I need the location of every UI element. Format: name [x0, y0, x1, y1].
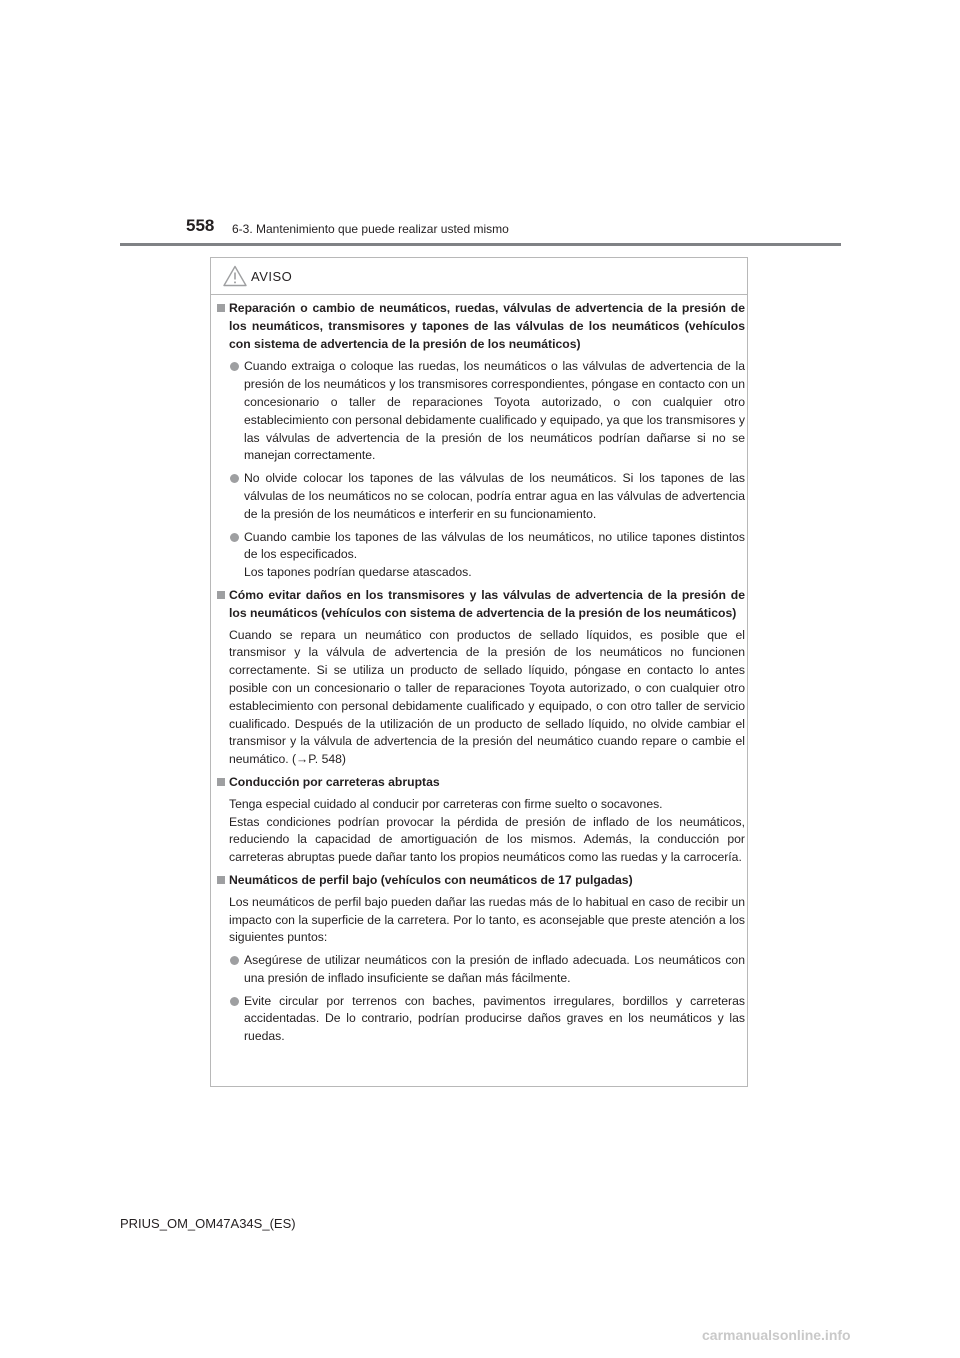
circle-bullet-icon	[230, 956, 239, 965]
circle-bullet-icon	[230, 474, 239, 483]
page-number: 558	[186, 216, 215, 235]
warning-paragraph-text: Tenga especial cuidado al conducir por carreteras con firme suelto o socavones. Estas condiciones podrían provocar la pérdida de presión de inflado de los neumáticos, reduciendo la capacidad de amortiguación de los mismos. Además, la conducción por carreteras abruptas puede dañar tanto los propios neumáticos como las ruedas y la carrocería.	[229, 796, 745, 865]
document-code: PRIUS_OM_OM47A34S_(ES)	[120, 1216, 296, 1231]
warning-box	[210, 257, 748, 1087]
warning-heading	[217, 587, 745, 623]
warning-bullet-text: No olvide colocar los tapones de las válvulas de los neumáticos. Si los tapones de las válvulas de los neumáticos no se colocan, podría entrar agua en las válvulas de advertencia de la presión de los neumáticos e interferir en su funcionamiento.	[244, 471, 745, 521]
warning-paragraph-text: Cuando se repara un neumático con productos de sellado líquidos, es posible que el transmisor y la válvula de advertencia de la presión de los neumáticos no funcionen correctamente. Si se utiliza un producto de sellado líquido, póngase en contacto lo antes posible con un concesionario o taller de reparaciones Toyota autorizado, o con cualquier otro establecimiento con personal debidamente cualificado y equipado, o con otro taller de servicio cualificado. Después de la utilización de un producto de sellado líquido, no olvide cambiar el transmisor y la válvula de advertencia de la presión del neumático cuando repare o cambie el neumático. (→P. 548)	[229, 627, 745, 767]
warning-heading	[217, 300, 745, 353]
circle-bullet-icon	[230, 362, 239, 371]
square-bullet-icon	[217, 778, 225, 786]
warning-bullet-text: Asegúrese de utilizar neumáticos con la presión de inflado adecuada. Los neumáticos con una presión de inflado insuficiente se dañan más fácilmente.	[244, 953, 745, 985]
warning-content	[217, 300, 745, 1046]
warning-paragraph	[217, 796, 745, 867]
square-bullet-icon	[217, 876, 225, 884]
warning-bullet-item	[217, 952, 745, 988]
square-bullet-icon	[217, 591, 225, 599]
warning-paragraph	[217, 894, 745, 947]
warning-triangle-icon	[223, 265, 247, 287]
section-title: 6-3. Mantenimiento que puede realizar usted mismo	[232, 222, 509, 236]
warning-heading-text: Neumáticos de perfil bajo (vehículos con neumáticos de 17 pulgadas)	[229, 872, 633, 887]
warning-heading-text: Reparación o cambio de neumáticos, ruedas, válvulas de advertencia de la presión de los neumáticos, transmisores y tapones de las válvulas de los neumáticos (vehículos con sistema de advertencia de la presión de los neumáticos)	[229, 301, 745, 351]
warning-bullet-text: Evite circular por terrenos con baches, pavimentos irregulares, bordillos y carreteras accidentadas. De lo contrario, podrían producirse daños graves en los neumáticos y las ruedas.	[244, 993, 745, 1044]
warning-heading	[217, 774, 745, 792]
warning-paragraph	[217, 627, 745, 769]
circle-bullet-icon	[230, 533, 239, 542]
warning-bullet-text: Cuando extraiga o coloque las ruedas, los neumáticos o las válvulas de advertencia de la presión de los neumáticos y los transmisores correspondientes, póngase en contacto con un concesionario o taller de reparaciones Toyota autorizado, o con cualquier otro establecimiento con personal debidamente cualificado y equipado, ya que los transmisores y las válvulas de advertencia de la presión de los neumáticos podrían dañarse si no se manejan correctamente.	[244, 359, 745, 463]
warning-paragraph-text: Los neumáticos de perfil bajo pueden dañar las ruedas más de lo habitual en caso de recibir un impacto con la superficie de la carretera. Por lo tanto, es aconsejable que preste atención a los siguientes puntos:	[229, 894, 745, 945]
warning-heading-text: Conducción por carreteras abruptas	[229, 774, 440, 789]
square-bullet-icon	[217, 304, 225, 312]
circle-bullet-icon	[230, 997, 239, 1006]
warning-heading-text: Cómo evitar daños en los transmisores y las válvulas de advertencia de la presión de los neumáticos (vehículos con sistema de advertencia de la presión de los neumáticos)	[229, 587, 745, 620]
warning-bullet-item	[217, 529, 745, 582]
warning-bullet-item	[217, 470, 745, 523]
warning-title: AVISO	[251, 268, 293, 284]
header-divider	[120, 243, 841, 246]
warning-header	[223, 265, 292, 287]
warning-bullet-text: Cuando cambie los tapones de las válvulas de los neumáticos, no utilice tapones distintos de los especificados. Los tapones podrían quedarse atascados.	[244, 529, 745, 580]
warning-bullet-item	[217, 358, 745, 465]
warning-heading	[217, 872, 745, 890]
warning-divider	[211, 294, 747, 295]
warning-bullet-item	[217, 993, 745, 1046]
watermark: carmanualsonline.info	[702, 1327, 851, 1343]
